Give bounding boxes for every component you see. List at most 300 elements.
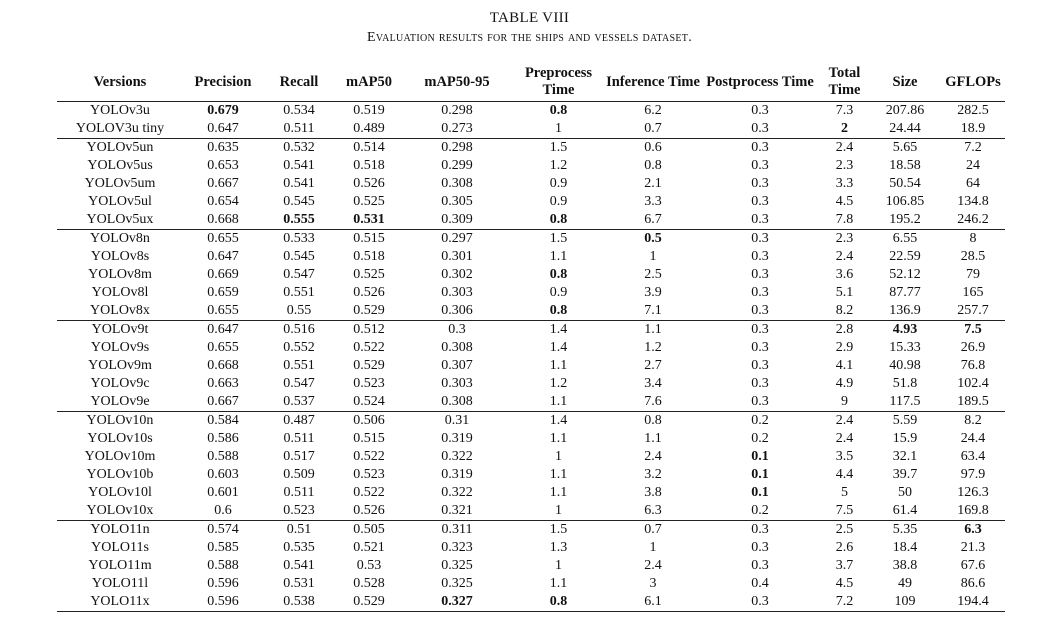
metric-cell: 0.547 [283, 267, 315, 282]
metric-cell: 0.533 [283, 231, 315, 246]
table-row [57, 175, 1005, 193]
table-header [57, 62, 1005, 102]
metric-cell: 18.9 [960, 121, 986, 136]
model-name-cell: YOLOv10l [88, 485, 152, 500]
metric-cell: 2.1 [644, 176, 662, 191]
col-header-map50: mAP50 [346, 73, 392, 90]
metric-cell: 0.3 [751, 285, 769, 300]
table-row [57, 248, 1005, 266]
metric-cell: 4.5 [835, 576, 854, 591]
metric-cell: 0.519 [353, 103, 385, 118]
metric-cell: 165 [962, 285, 984, 300]
metric-cell: 0.1 [751, 449, 769, 464]
metric-cell: 0.523 [283, 503, 315, 518]
metric-cell: 0.517 [283, 449, 315, 464]
metric-cell: 6.1 [644, 594, 662, 609]
metric-cell: 0.588 [207, 449, 239, 464]
metric-cell: 86.6 [960, 576, 986, 591]
metric-cell: 39.7 [892, 467, 918, 482]
metric-cell: 0.547 [283, 376, 315, 391]
metric-cell: 195.2 [889, 212, 921, 227]
metric-cell: 3.2 [644, 467, 662, 482]
metric-cell: 0.3 [751, 522, 769, 537]
metric-cell: 189.5 [957, 394, 989, 409]
metric-cell: 0.506 [353, 413, 385, 428]
metric-cell: 0.8 [549, 594, 568, 609]
metric-cell: 0.531 [283, 576, 315, 591]
metric-cell: 18.4 [892, 540, 918, 555]
metric-cell: 0.8 [549, 267, 568, 282]
metric-cell: 61.4 [892, 503, 918, 518]
metric-cell: 0.303 [441, 285, 473, 300]
metric-cell: 5.1 [835, 285, 854, 300]
metric-cell: 0.532 [283, 140, 315, 155]
metric-cell: 0.325 [441, 558, 473, 573]
table-row [57, 539, 1005, 557]
metric-cell: 3.6 [835, 267, 854, 282]
metric-cell: 6.7 [644, 212, 662, 227]
metric-cell: 0.307 [441, 358, 473, 373]
metric-cell: 1.1 [549, 485, 568, 500]
col-header-recall: Recall [279, 73, 319, 90]
metric-cell: 0.596 [207, 594, 239, 609]
metric-cell: 0.529 [353, 358, 385, 373]
model-name-cell: YOLOv10n [86, 413, 154, 428]
metric-cell: 0.7 [644, 522, 662, 537]
metric-cell: 32.1 [892, 449, 918, 464]
metric-cell: 0.2 [751, 413, 769, 428]
metric-cell: 0.3 [751, 176, 769, 191]
metric-cell: 1.1 [644, 431, 662, 446]
metric-cell: 0.303 [441, 376, 473, 391]
metric-cell: 63.4 [960, 449, 986, 464]
metric-cell: 169.8 [957, 503, 989, 518]
metric-cell: 3.3 [644, 194, 662, 209]
metric-cell: 0.1 [751, 467, 769, 482]
metric-cell: 76.8 [960, 358, 986, 373]
metric-cell: 134.8 [957, 194, 989, 209]
metric-cell: 0.1 [751, 485, 769, 500]
table-row [57, 120, 1005, 139]
model-group [57, 521, 1005, 612]
metric-cell: 0.655 [207, 303, 239, 318]
metric-cell: 6.3 [644, 503, 662, 518]
metric-cell: 1.1 [549, 249, 568, 264]
metric-cell: 1.3 [549, 540, 568, 555]
metric-cell: 106.85 [885, 194, 925, 209]
metric-cell: 0.668 [207, 358, 239, 373]
metric-cell: 7.2 [835, 594, 854, 609]
metric-cell: 0.487 [283, 413, 315, 428]
table-label: TABLE VIII [489, 10, 570, 26]
metric-cell: 0.3 [751, 358, 769, 373]
metric-cell: 0.8 [549, 303, 568, 318]
model-name-cell: YOLOv9m [88, 358, 152, 373]
metric-cell: 0.529 [353, 303, 385, 318]
table-row [57, 448, 1005, 466]
metric-cell: 0.322 [441, 449, 473, 464]
metric-cell: 207.86 [885, 103, 925, 118]
metric-cell: 0.511 [283, 485, 315, 500]
model-name-cell: YOLOv9e [90, 394, 150, 409]
metric-cell: 3.4 [644, 376, 662, 391]
model-name-cell: YOLOv9t [91, 322, 149, 337]
metric-cell: 0.654 [207, 194, 239, 209]
metric-cell: 50.54 [889, 176, 921, 191]
metric-cell: 6.2 [644, 103, 662, 118]
metric-cell: 2.7 [644, 358, 662, 373]
metric-cell: 0.298 [441, 103, 473, 118]
metric-cell: 79 [966, 267, 980, 282]
metric-cell: 0.3 [751, 558, 769, 573]
metric-cell: 4.93 [892, 322, 918, 337]
metric-cell: 0.309 [441, 212, 473, 227]
metric-cell: 0.647 [207, 121, 239, 136]
metric-cell: 0.586 [207, 431, 239, 446]
metric-cell: 2.8 [835, 322, 854, 337]
metric-cell: 1.1 [549, 358, 568, 373]
metric-cell: 3 [649, 576, 657, 591]
table-row [57, 412, 1005, 431]
metric-cell: 0.518 [353, 249, 385, 264]
model-name-cell: YOLOv5ux [86, 212, 154, 227]
metric-cell: 0.514 [353, 140, 385, 155]
table-row [57, 211, 1005, 230]
metric-cell: 0.301 [441, 249, 473, 264]
metric-cell: 15.33 [889, 340, 921, 355]
metric-cell: 1.4 [549, 413, 568, 428]
metric-cell: 0.3 [751, 303, 769, 318]
metric-cell: 52.12 [889, 267, 921, 282]
model-name-cell: YOLOv8x [90, 303, 150, 318]
metric-cell: 0.55 [286, 303, 312, 318]
metric-cell: 24.4 [960, 431, 986, 446]
model-name-cell: YOLO11n [90, 522, 150, 537]
metric-cell: 7.2 [964, 140, 982, 155]
metric-cell: 7.8 [835, 212, 854, 227]
metric-cell: 0.522 [353, 485, 385, 500]
metric-cell: 0.9 [549, 285, 568, 300]
metric-cell: 5.59 [892, 413, 918, 428]
metric-cell: 0.531 [353, 212, 385, 227]
metric-cell: 0.551 [283, 285, 315, 300]
metric-cell: 1 [649, 249, 657, 264]
model-name-cell: YOLOV3u tiny [75, 121, 165, 136]
metric-cell: 0.308 [441, 340, 473, 355]
model-name-cell: YOLOv5us [87, 158, 153, 173]
metric-cell: 1.1 [549, 467, 568, 482]
metric-cell: 0.551 [283, 358, 315, 373]
metric-cell: 0.4 [751, 576, 769, 591]
metric-cell: 0.322 [441, 485, 473, 500]
model-group [57, 139, 1005, 230]
model-name-cell: YOLOv9c [90, 376, 150, 391]
metric-cell: 0.3 [751, 231, 769, 246]
metric-cell: 3.5 [835, 449, 854, 464]
table-row [57, 230, 1005, 249]
metric-cell: 0.7 [644, 121, 662, 136]
metric-cell: 0.302 [441, 267, 473, 282]
metric-cell: 0.299 [441, 158, 473, 173]
metric-cell: 0.31 [444, 413, 470, 428]
metric-cell: 0.3 [751, 158, 769, 173]
metric-cell: 0.518 [353, 158, 385, 173]
metric-cell: 1 [555, 503, 562, 518]
model-name-cell: YOLOv10b [86, 467, 154, 482]
metric-cell: 0.3 [751, 322, 769, 337]
model-group [57, 412, 1005, 521]
metric-cell: 97.9 [960, 467, 986, 482]
col-header-preprocess-time: Preprocess Time [524, 65, 593, 98]
metric-cell: 0.308 [441, 394, 473, 409]
metric-cell: 28.5 [960, 249, 986, 264]
metric-cell: 246.2 [957, 212, 989, 227]
metric-cell: 0.2 [751, 431, 769, 446]
metric-cell: 0.667 [207, 176, 239, 191]
metric-cell: 0.601 [207, 485, 239, 500]
metric-cell: 2.6 [835, 540, 854, 555]
metric-cell: 0.545 [283, 249, 315, 264]
model-name-cell: YOLO11l [91, 576, 149, 591]
metric-cell: 0.523 [353, 376, 385, 391]
metric-cell: 0.603 [207, 467, 239, 482]
metric-cell: 0.545 [283, 194, 315, 209]
metric-cell: 0.667 [207, 394, 239, 409]
metric-cell: 0.3 [448, 322, 466, 337]
metric-cell: 0.512 [353, 322, 385, 337]
metric-cell: 0.3 [751, 121, 769, 136]
col-header-size: Size [892, 73, 918, 90]
metric-cell: 3.8 [644, 485, 662, 500]
metric-cell: 0.319 [441, 467, 473, 482]
model-group [57, 102, 1005, 139]
table-row [57, 593, 1005, 612]
metric-cell: 18.58 [889, 158, 921, 173]
table-row [57, 375, 1005, 393]
metric-cell: 49 [898, 576, 912, 591]
table-row [57, 521, 1005, 540]
metric-cell: 3.3 [835, 176, 854, 191]
table-caption: Evaluation results for the ships and vessels dataset. [366, 30, 693, 45]
metric-cell: 0.505 [353, 522, 385, 537]
metric-cell: 1.4 [549, 340, 568, 355]
metric-cell: 0.525 [353, 267, 385, 282]
metric-cell: 0.509 [283, 467, 315, 482]
metric-cell: 1.1 [549, 576, 568, 591]
metric-cell: 0.526 [353, 503, 385, 518]
metric-cell: 0.3 [751, 140, 769, 155]
metric-cell: 1.1 [549, 394, 568, 409]
metric-cell: 0.534 [283, 103, 315, 118]
metric-cell: 0.653 [207, 158, 239, 173]
metric-cell: 1.4 [549, 322, 568, 337]
metric-cell: 0.526 [353, 176, 385, 191]
metric-cell: 1 [555, 449, 562, 464]
table-row [57, 339, 1005, 357]
model-name-cell: YOLOv10m [84, 449, 156, 464]
metric-cell: 21.3 [960, 540, 986, 555]
metric-cell: 26.9 [960, 340, 986, 355]
metric-cell: 2.4 [835, 413, 854, 428]
table-row [57, 484, 1005, 502]
metric-cell: 0.3 [751, 249, 769, 264]
metric-cell: 0.535 [283, 540, 315, 555]
col-header-precision: Precision [194, 73, 252, 90]
col-header-inference-time: Inference Time [606, 73, 700, 90]
metric-cell: 2.4 [644, 449, 662, 464]
metric-cell: 0.521 [353, 540, 385, 555]
metric-cell: 9 [841, 394, 848, 409]
metric-cell: 0.555 [283, 212, 315, 227]
model-name-cell: YOLOv8l [91, 285, 149, 300]
metric-cell: 7.5 [835, 503, 854, 518]
metric-cell: 87.77 [889, 285, 921, 300]
metric-cell: 0.3 [751, 540, 769, 555]
metric-cell: 0.3 [751, 212, 769, 227]
metric-cell: 0.3 [751, 194, 769, 209]
model-name-cell: YOLOv10x [86, 503, 154, 518]
metric-cell: 0.516 [283, 322, 315, 337]
metric-cell: 0.3 [751, 103, 769, 118]
metric-cell: 2.5 [644, 267, 662, 282]
metric-cell: 282.5 [957, 103, 989, 118]
metric-cell: 0.51 [286, 522, 312, 537]
metric-cell: 0.574 [207, 522, 239, 537]
metric-cell: 24.44 [889, 121, 921, 136]
model-name-cell: YOLOv5un [86, 140, 154, 155]
metric-cell: 1.2 [549, 158, 568, 173]
metric-cell: 0.585 [207, 540, 239, 555]
metric-cell: 8.2 [835, 303, 854, 318]
metric-cell: 1.1 [644, 322, 662, 337]
metric-cell: 4.5 [835, 194, 854, 209]
metric-cell: 0.3 [751, 340, 769, 355]
metric-cell: 2.4 [835, 249, 854, 264]
results-table [57, 62, 1005, 612]
metric-cell: 0.511 [283, 431, 315, 446]
metric-cell: 0.2 [751, 503, 769, 518]
metric-cell: 2.3 [835, 158, 854, 173]
metric-cell: 0.9 [549, 194, 568, 209]
metric-cell: 5.65 [892, 140, 918, 155]
metric-cell: 0.635 [207, 140, 239, 155]
table-row [57, 357, 1005, 375]
metric-cell: 2.3 [835, 231, 854, 246]
metric-cell: 0.524 [353, 394, 385, 409]
table-row [57, 575, 1005, 593]
model-name-cell: YOLOv8m [88, 267, 152, 282]
metric-cell: 0.6 [644, 140, 662, 155]
metric-cell: 2.5 [835, 522, 854, 537]
metric-cell: 1 [649, 540, 657, 555]
metric-cell: 0.319 [441, 431, 473, 446]
metric-cell: 2.4 [835, 140, 854, 155]
metric-cell: 117.5 [889, 394, 921, 409]
metric-cell: 0.323 [441, 540, 473, 555]
metric-cell: 0.327 [441, 594, 473, 609]
metric-cell: 0.588 [207, 558, 239, 573]
metric-cell: 0.525 [353, 194, 385, 209]
metric-cell: 0.305 [441, 194, 473, 209]
metric-cell: 1.5 [549, 231, 568, 246]
metric-cell: 136.9 [889, 303, 921, 318]
metric-cell: 2 [841, 121, 848, 136]
metric-cell: 0.647 [207, 249, 239, 264]
table-row [57, 193, 1005, 211]
model-name-cell: YOLOv10s [87, 431, 153, 446]
metric-cell: 0.537 [283, 394, 315, 409]
metric-cell: 0.647 [207, 322, 239, 337]
metric-cell: 2.9 [835, 340, 854, 355]
metric-cell: 0.3 [751, 594, 769, 609]
metric-cell: 0.53 [356, 558, 382, 573]
metric-cell: 0.538 [283, 594, 315, 609]
metric-cell: 8.2 [964, 413, 982, 428]
col-header-postprocess-time: Postprocess Time [706, 73, 814, 90]
table-row [57, 430, 1005, 448]
metric-cell: 6.55 [892, 231, 918, 246]
table-row [57, 321, 1005, 340]
metric-cell: 0.679 [207, 103, 239, 118]
metric-cell: 0.308 [441, 176, 473, 191]
metric-cell: 0.273 [441, 121, 473, 136]
metric-cell: 0.5 [644, 231, 662, 246]
metric-cell: 102.4 [957, 376, 989, 391]
metric-cell: 0.541 [283, 176, 315, 191]
metric-cell: 0.529 [353, 594, 385, 609]
table-row [57, 393, 1005, 412]
metric-cell: 4.1 [835, 358, 854, 373]
model-name-cell: YOLO11s [91, 540, 149, 555]
model-name-cell: YOLOv8n [90, 231, 150, 246]
table-row [57, 266, 1005, 284]
model-name-cell: YOLO11m [88, 558, 152, 573]
metric-cell: 0.8 [549, 103, 568, 118]
metric-cell: 7.1 [644, 303, 662, 318]
metric-cell: 7.3 [835, 103, 854, 118]
metric-cell: 5.35 [892, 522, 918, 537]
metric-cell: 0.663 [207, 376, 239, 391]
metric-cell: 1 [555, 558, 562, 573]
metric-cell: 7.6 [644, 394, 662, 409]
metric-cell: 1.5 [549, 522, 568, 537]
metric-cell: 257.7 [957, 303, 989, 318]
model-group [57, 230, 1005, 321]
table-row [57, 557, 1005, 575]
metric-cell: 1 [555, 121, 562, 136]
metric-cell: 0.306 [441, 303, 473, 318]
table-row [57, 302, 1005, 321]
table-row [57, 139, 1005, 158]
model-name-cell: YOLOv3u [90, 103, 150, 118]
metric-cell: 64 [966, 176, 980, 191]
metric-cell: 0.321 [441, 503, 473, 518]
metric-cell: 0.528 [353, 576, 385, 591]
metric-cell: 5 [841, 485, 848, 500]
metric-cell: 0.298 [441, 140, 473, 155]
metric-cell: 0.655 [207, 231, 239, 246]
metric-cell: 4.4 [835, 467, 854, 482]
model-name-cell: YOLOv5um [84, 176, 156, 191]
table-row [57, 502, 1005, 521]
metric-cell: 2.4 [835, 431, 854, 446]
metric-cell: 51.8 [892, 376, 918, 391]
metric-cell: 0.669 [207, 267, 239, 282]
metric-cell: 0.541 [283, 558, 315, 573]
metric-cell: 0.668 [207, 212, 239, 227]
col-header-versions: Versions [93, 73, 147, 90]
metric-cell: 1.2 [549, 376, 568, 391]
